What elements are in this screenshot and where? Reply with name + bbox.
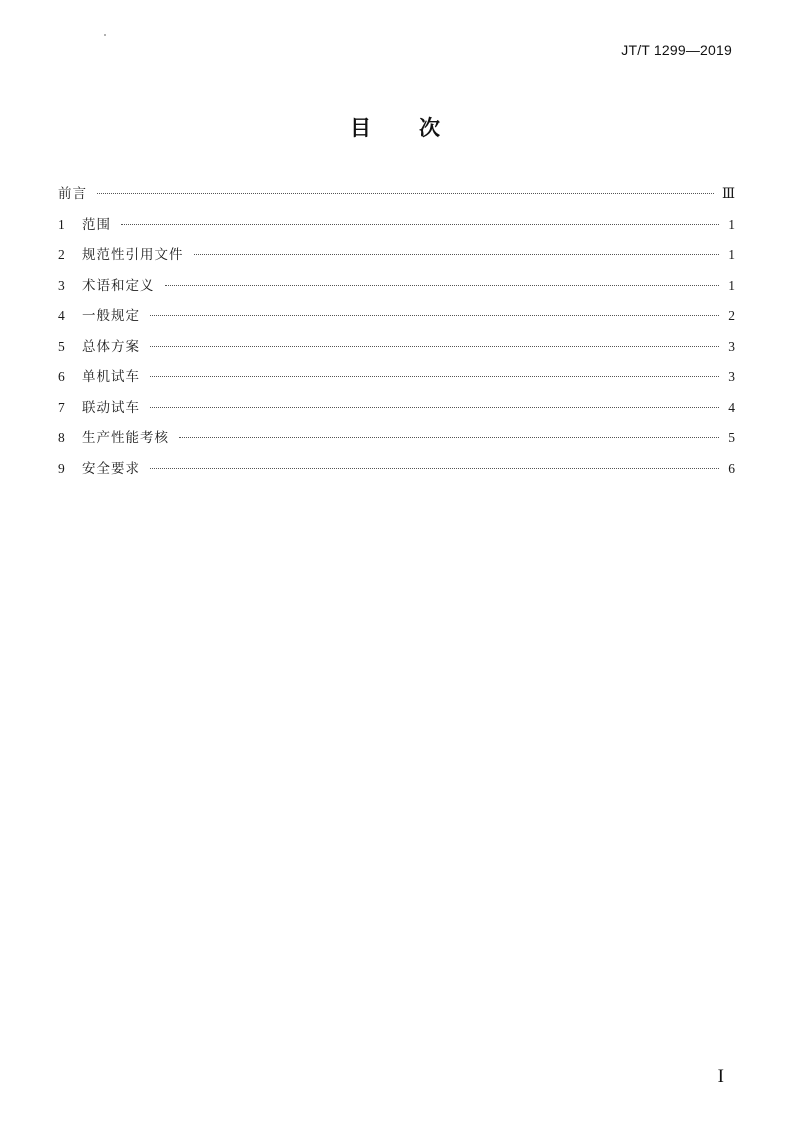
toc-entry-number: 4: [58, 308, 65, 323]
toc-entry-page: 4: [728, 399, 735, 415]
toc-entry-label: 范围: [82, 216, 111, 233]
toc-entry-7[interactable]: [58, 396, 735, 427]
dot-leader: [97, 193, 714, 194]
scan-speck: [104, 34, 106, 36]
toc-entry-number: 1: [58, 216, 65, 232]
toc-entry-page: 6: [728, 460, 735, 476]
dot-leader: [194, 254, 720, 255]
toc-entry-label: 规范性引用文件: [82, 247, 184, 263]
page-title: 目次: [350, 116, 488, 140]
toc-entry-3[interactable]: [58, 274, 735, 305]
dot-leader: [165, 285, 720, 286]
toc-entry-number: 6: [58, 369, 65, 384]
dot-leader: [121, 224, 719, 225]
dot-leader: [150, 407, 719, 408]
dot-leader: [150, 346, 719, 347]
toc-entry-page: 3: [728, 338, 735, 354]
toc-entry-number: 3: [58, 277, 65, 293]
toc-entry-number: 7: [58, 399, 65, 415]
toc-entry-number: 8: [58, 430, 65, 445]
toc-entry-number: 2: [58, 247, 65, 262]
toc-entry-8[interactable]: [58, 426, 735, 457]
toc-entry-number: 9: [58, 460, 65, 476]
toc-entry-5[interactable]: [58, 335, 735, 366]
toc-entry-label: 术语和定义: [82, 277, 155, 294]
toc-entry-label: 联动试车: [82, 399, 140, 416]
toc-entry-page: 2: [728, 308, 735, 323]
toc-entry-label: 生产性能考核: [82, 430, 169, 446]
standard-code: JT/T 1299—2019: [621, 42, 732, 58]
toc-entry-1[interactable]: [58, 213, 735, 244]
toc-entry-page: 1: [728, 216, 735, 232]
toc-entry-2[interactable]: [58, 243, 735, 274]
toc-entry-label: 前言: [58, 186, 87, 202]
toc-entry-number: 5: [58, 338, 65, 354]
dot-leader: [150, 376, 719, 377]
toc-entry-label: 一般规定: [82, 308, 140, 324]
page-number: I: [717, 1066, 724, 1087]
toc-entry-label: 总体方案: [82, 338, 140, 355]
toc-entry-page: Ⅲ: [721, 186, 735, 201]
toc-entry-6[interactable]: [58, 365, 735, 396]
dot-leader: [179, 437, 719, 438]
toc-entry-page: 1: [728, 247, 735, 262]
toc-entry-page: 1: [728, 277, 735, 293]
toc-entry-label: 安全要求: [82, 460, 140, 477]
toc-entry-foreword[interactable]: [58, 182, 735, 213]
toc-entry-9[interactable]: [58, 457, 735, 488]
dot-leader: [150, 315, 719, 316]
toc-entry-page: 3: [728, 369, 735, 384]
table-of-contents: [58, 182, 735, 487]
toc-entry-page: 5: [728, 430, 735, 445]
toc-entry-label: 单机试车: [82, 369, 140, 385]
toc-entry-4[interactable]: [58, 304, 735, 335]
dot-leader: [150, 468, 719, 469]
